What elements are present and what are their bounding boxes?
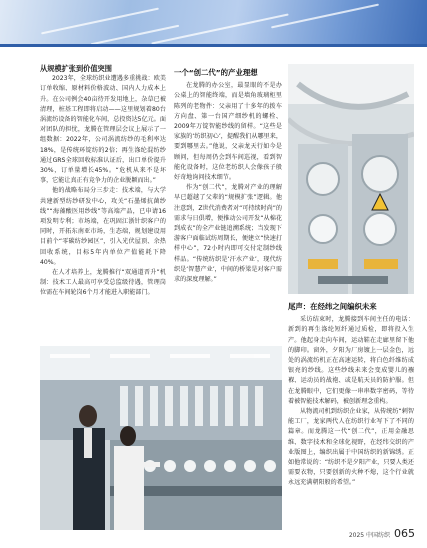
middle-column [174,64,282,285]
paragraph: 从物流司机到纺织企业家，从传统纺“刺智能工厂，龙家两代人在纺织行业写下了不同的篇章。而龙腾这一代“创二代”，正用金融思维、数字技术和全球化视野，在经纬交织的产业版图上，编织出属于中国纺织的新锦绣。正如他常说的：“纺织不是夕阳产业，只要人类还需要衣物，只要创新的火种不熄，这个行业就永远充满朝阳般的希望。” [288,408,414,487]
factory-photo-bottom [40,346,282,530]
paragraph: 他的战略布局分三步走：技术端，与大学共建新型纺纱研发中心，攻关“石墨烯抗菌纱线”“海藻酸医用纱线”等高端产品，已申请16项发明专利；市场端，在巩固江浙针织客户的同时，开拓东南亚市场，生态端，规划建设用目前个“零碳纺纱园区”，引入光伏屋顶、余热回收系统，目标5年内单位产值能耗下降40%。 [40,187,166,266]
paragraph: 在龙腾的办公室，最显眼的不是办公桌上的智能终端，而是墙角玻璃柜里陈列的老物件：父亲用了十多年的拨车方向盘、第一台国产细纱机的螺栓、2009年万锭智能纱线的留样。“这些是家族的‘纺织初心’，提醒我们从哪里来，要到哪里去。”他说，父亲龙天行如今是顾问，但每周仍会到车间巡视，看到智能化设备时，这位老纺织人会像孩子般好奇地询问技术细节。 [174,82,282,182]
paragraph: 采访结束时，龙腾接到车间主任的电话：新到的再生涤纶短纤通过质检，即将投入生产。他起身走向车间，运动鞋在走廊里留下他的脚印。窗外，夕阳为厂房镀上一层金色，远处的涡流纺机正在高速运转，将白色纤维纺成银亮的纱线。这些纱线未来会变成婴儿的襁褓、运动员的战袍、或是航天员的防护服。但在龙腾眼中，它们更像一串串数字密码，等待着被智能技术解码，被创新理念重构。 [288,316,414,405]
header-banner [0,0,427,44]
paragraph: 作为“创二代”，龙腾对产业的理解早已超越了父辈的“规模扩张”逻辑。他注意到，Z世代消费者对“可持续时尚”的需求与日俱增，便推动公司开发“从棉花到成衣”的全产业链追溯系统；当发现下游客户面临试纺周期长，便建立“快速打样中心”，72小时内即可交付定制纱线样品。“传统纺织是‘汗水产业’，现代纺织是‘智慧产业’，中间的桥梁是对客户需求的深度理解。” [174,184,282,284]
article-subheading: 从规模扩张到价值突围 [40,64,112,73]
section-heading: 尾声：在经纬之间编织未来 [288,302,377,311]
header-rule [0,44,427,47]
page-footer [349,527,415,540]
section-heading: 一个“创二代”的产业理想 [174,68,258,77]
issue-label: 2025 中国纺织 [348,532,390,539]
right-column [288,298,414,489]
paragraph: 2023年，全球纺织业遭遇多重挑战：欧美订单收缩、原材料价格波动、国内人力成本上升。在公司例会40亩待开发用地上，杂草已被清理，桩基工程即将启动——这里规划着80台涡流纺设备的智能化车间，总投资达5亿元。面对团队的担忧，龙腾在管理层会议上展示了一组数据：2022年，公司涡流纺纱的毛利率达18%，是传统环锭纺的2倍；再生涤纶混纺纱通过GRS全球回收标准认证后，出口单价提升30%，订单量增长45%。“危机从来不是坏事，它能让真正有竞争力的企业脱颖而出。” [40,75,166,185]
left-column [40,64,166,299]
machinery-photo-top [288,64,414,294]
paragraph: 在人才培养上，龙腾推行“双通道晋升”机制：技术工人最高可享受总监级待遇，管理岗位需在车间轮岗6个月才能进入职能部门。 [40,269,166,297]
page-number: 065 [394,527,415,540]
